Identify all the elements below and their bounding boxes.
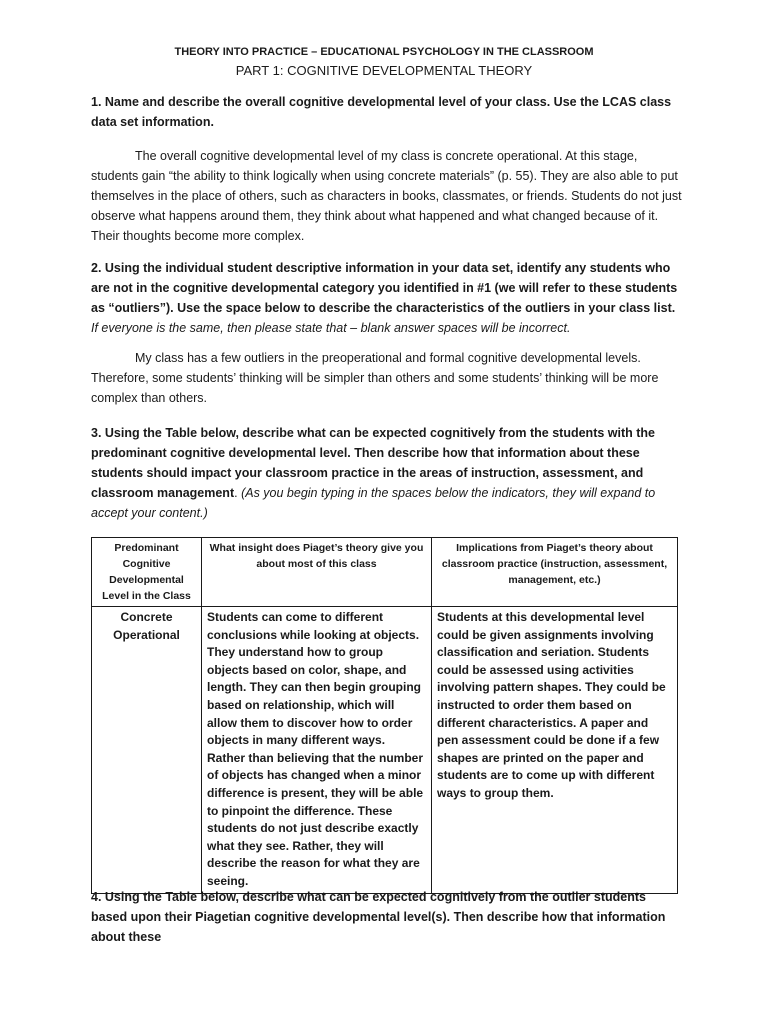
- header-insight: What insight does Piaget’s theory give you about most of this class: [202, 538, 432, 607]
- table-row: [92, 607, 678, 894]
- answer-2: My class has a few outliers in the preoperational and formal cognitive developmental levels. Therefore, some students’ thinking will be simpler than others and some students’ thinking will be more complex than others.: [91, 351, 659, 405]
- document-title: THEORY INTO PRACTICE – EDUCATIONAL PSYCHOLOGY IN THE CLASSROOM: [174, 46, 594, 58]
- cell-implications[interactable]: Students at this developmental level could be given assignments involving classification and seriation. Students could be assessed using activities involving pattern shapes. They could be instructed to order them based on different characteristics. A paper and pen assessment could be done if a few shapes are printed on the paper and students are to come up with different ways to group them.: [432, 607, 678, 894]
- cell-insight[interactable]: Students can come to different conclusions while looking at objects. They understand how to group objects based on color, shape, and length. They can then begin grouping based on relationship, which will allow them to discover how to order objects in many different ways. Rather than believing that the number of objects has changed when a minor difference is present, they will be able to pinpoint the difference. These students do not just describe exactly what they see. Rather, they will describe the reason for what they are seeing.: [202, 607, 432, 894]
- question-1: 1. Name and describe the overall cognitive developmental level of your class. Use the LCAS class data set information.: [91, 95, 672, 129]
- document-subtitle: PART 1: COGNITIVE DEVELOPMENTAL THEORY: [235, 63, 533, 78]
- question-4-block: [91, 887, 683, 947]
- cognitive-level-table: [91, 537, 678, 894]
- table-header-row: [92, 538, 678, 607]
- header-level: Predominant Cognitive Developmental Level in the Class: [92, 538, 202, 607]
- answer-1: The overall cognitive developmental level of my class is concrete operational. At this stage, students gain “the ability to think logically when using concrete materials” (p. 55). They are also able to put themselves in the place of others, such as characters in books, classmates, or friends. Students do not just observe what happens around them, they think about what happened and what changed because of it. Their thoughts become more complex.: [91, 149, 682, 243]
- question-2: [91, 258, 683, 338]
- question-3-period: .: [234, 486, 238, 500]
- question-3: [91, 423, 683, 523]
- question-3-block: [91, 423, 683, 523]
- question-3-note: (As you begin typing in the spaces below the indicators, they will expand to accept your content.): [91, 486, 656, 520]
- question-2-block: [91, 258, 683, 408]
- question-1-block: [91, 92, 683, 246]
- cell-level[interactable]: Concrete Operational: [92, 607, 202, 894]
- question-2-note: If everyone is the same, then please state that – blank answer spaces will be incorrect.: [91, 321, 571, 335]
- question-4: 4. Using the Table below, describe what can be expected cognitively from the outlier students based upon their Piagetian cognitive developmental level(s). Then describe how that information about these: [91, 890, 666, 944]
- header-implications: Implications from Piaget’s theory about classroom practice (instruction, assessment, management, etc.): [432, 538, 678, 607]
- question-3-text: 3. Using the Table below, describe what can be expected cognitively from the students with the predominant cognitive developmental level. Then describe how that information about these students should impact your classroom practice in the areas of instruction, assessment, and classroom management: [91, 426, 656, 500]
- question-2-text: 2. Using the individual student descriptive information in your data set, identify any students who are not in the cognitive developmental category you identified in #1 (we will refer to these students as “outliers”). Use the space below to describe the characteristics of the outliers in your class list.: [91, 261, 678, 315]
